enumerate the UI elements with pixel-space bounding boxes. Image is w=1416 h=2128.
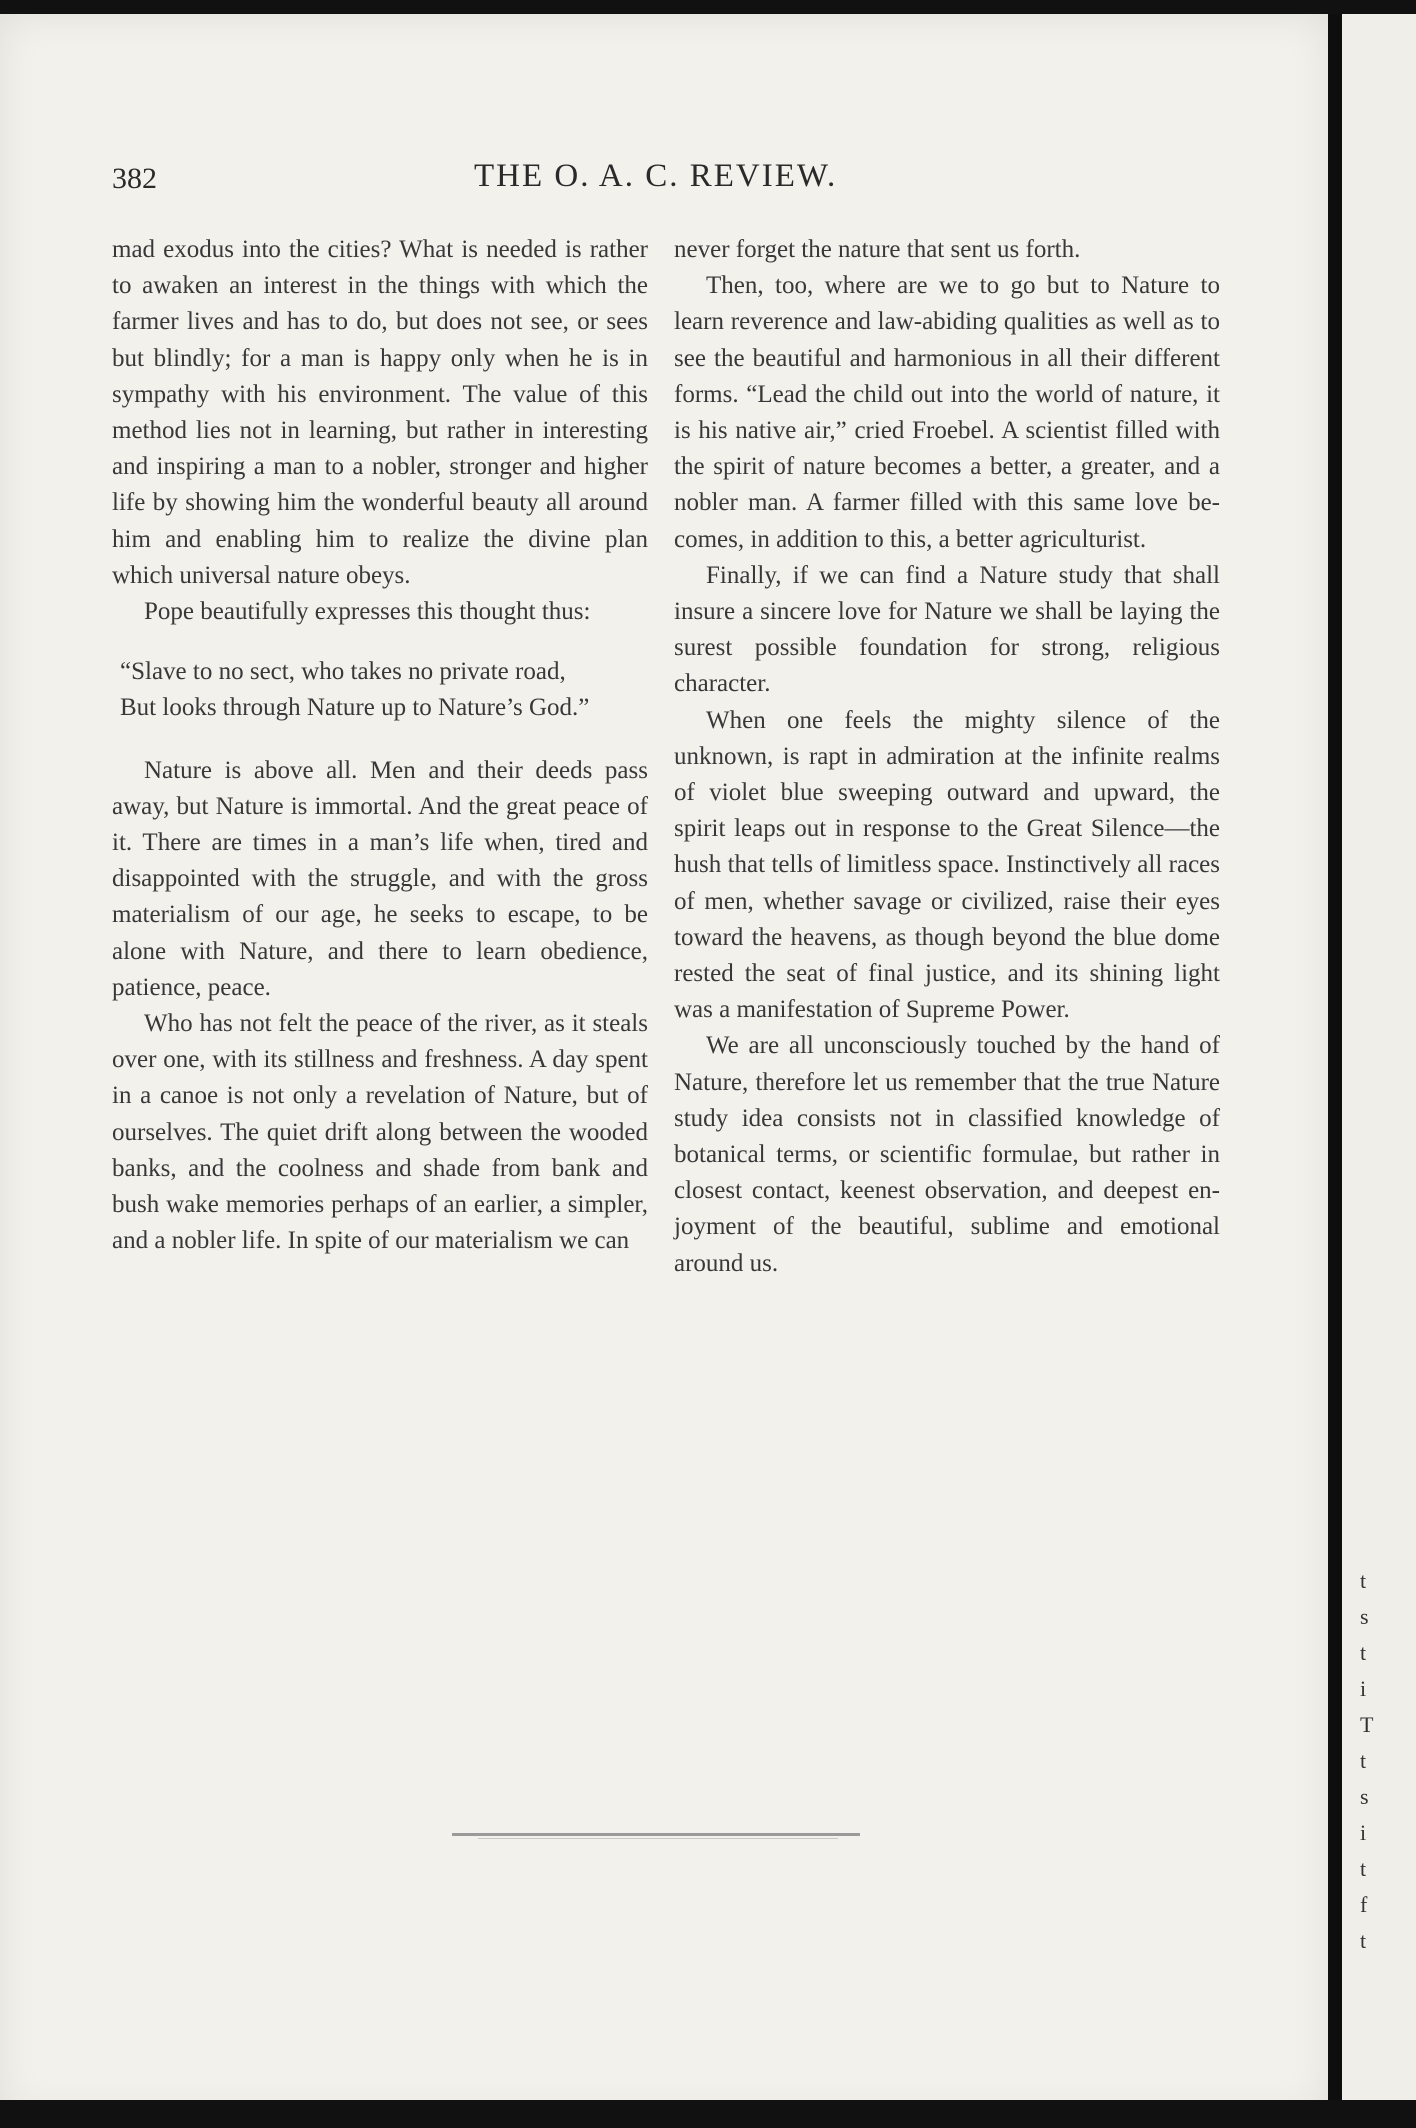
left-column [112, 232, 648, 1259]
left-paragraph-2: Pope beautifully expresses this thought thus: [144, 598, 591, 626]
edge-fragment: t [1360, 1640, 1367, 1665]
section-divider-rule [452, 1833, 860, 1836]
left-paragraph-4: Who has not felt the peace of the river, as it steals over one, with its stillness and freshness. A day spent in a canoe is not only a revelation of Nature, but of ourselves. The quiet drift along between the wooded banks, and the coolness and shade from bank and bush wake memories perhaps of an earlier, a simpler, and a nobler life. In spite of our materialism we can [112, 1010, 648, 1255]
right-paragraph-2: Then, too, where are we to go but to Nature to learn reverence and law-abiding qualities as well as to see the beautiful and harmonious in all their different forms. “Lead the child out into the world of nature, it is his native air,” cried Froebel. A scientist filled with the spirit of nature becomes a better, a greater, and a nobler man. A farmer filled with this same love becomes, in addition to this, a better agriculturist. [674, 272, 1220, 553]
verse-line-2: But looks through Nature up to Nature’s God.” [120, 694, 590, 722]
verse-line-1: “Slave to no sect, who takes no private road, [120, 658, 566, 686]
right-column [674, 232, 1220, 1282]
left-paragraph-1: mad exodus into the cities? What is needed is rather to awaken an interest in the things with which the farmer lives and has to do, but does not see, or sees but blindly; for a man is happy only when he is in sympathy with his environment. The value of this method lies not in learning, but rather in interesting and inspiring a man to a nobler, stronger and higher life by showing him the wonderful beauty all around him and enabling him to realize the divine plan which universal nature obeys. [112, 236, 648, 589]
running-title: THE O. A. C. REVIEW. [474, 158, 838, 194]
pope-quotation [112, 654, 648, 726]
edge-fragment: s [1360, 1784, 1369, 1809]
edge-fragment: t [1360, 1748, 1367, 1773]
right-paragraph-5: We are all unconsciously touched by the hand of Nature, therefore let us remember that the true Nature study idea consists not in classified knowledge of botanical terms, or scientific formulae, but rather in closest contact, keenest observation, and deepest enjoyment of the beautiful, sublime and emotional around us. [674, 1032, 1220, 1277]
right-paragraph-3: Finally, if we can find a Nature study that shall insure a sincere love for Nature we shall be laying the surest possible foundation for strong, religious character. [674, 561, 1220, 698]
page-header [112, 158, 892, 206]
edge-fragment: t [1360, 1568, 1367, 1593]
right-paragraph-4: When one feels the mighty silence of the unknown, is rapt in admiration at the infinite realms of violet blue sweeping outward and upward, the spirit leaps out in response to the Great Silence—the hush that tells of limitless space. Instinctively all races of men, whether savage or civilized, raise their eyes toward the heavens, as though beyond the blue dome rested the seat of final justice, and its shining light was a manifestation of Supreme Power. [674, 706, 1220, 1024]
page-number: 382 [112, 162, 157, 195]
edge-fragment: t [1360, 1856, 1367, 1881]
edge-fragment: i [1360, 1820, 1367, 1845]
edge-fragment: f [1360, 1892, 1368, 1917]
left-paragraph-3: Nature is above all. Men and their deeds pass away, but Nature is immortal. And the great peace of it. There are times in a man’s life when, tired and disappointed with the struggle, and with the gross materialism of our age, he seeks to escape, to be alone with Nature, and there to learn obedience, patience, peace. [112, 756, 648, 1001]
edge-fragment: t [1360, 1928, 1367, 1953]
edge-fragment: T [1360, 1712, 1374, 1737]
edge-fragment: i [1360, 1676, 1367, 1701]
right-paragraph-1: never forget the nature that sent us forth. [674, 236, 1081, 263]
scan-bottom-band [0, 2100, 1416, 2128]
section-divider-rule-shadow [478, 1838, 838, 1839]
adjacent-page-edge [1328, 14, 1416, 2114]
edge-fragment: s [1360, 1604, 1369, 1629]
